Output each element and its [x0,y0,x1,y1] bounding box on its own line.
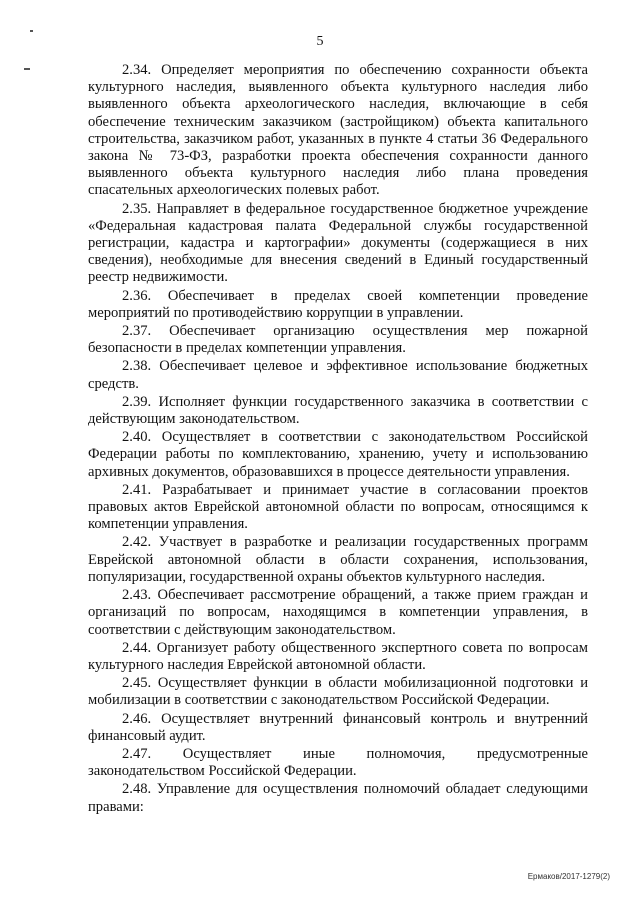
paragraph-2-35: 2.35. Направляет в федеральное государственное бюджетное учреждение «Федеральная кадастровая палата Федеральной службы государственной регистрации, кадастра и картографии» документы (содержащиеся в них сведения), необходимые для внесения сведений в Единый государственный реестр недвижимости. [88,200,588,286]
scan-mark [30,30,33,32]
paragraph-2-48: 2.48. Управление для осуществления полномочий обладает следующими правами: [88,781,588,815]
paragraph-2-44: 2.44. Организует работу общественного экспертного совета по вопросам культурного наследия Еврейской автономной области. [88,639,588,673]
paragraph-2-37: 2.37. Обеспечивает организацию осуществления мер пожарной безопасности в пределах компетенции управления. [88,323,588,357]
paragraph-2-46: 2.46. Осуществляет внутренний финансовый контроль и внутренний финансовый аудит. [88,710,588,744]
paragraph-2-43: 2.43. Обеспечивает рассмотрение обращений, а также прием граждан и организаций по вопросам, находящимся в компетенции управления, в соответствии с действующим законодательством. [88,587,588,638]
paragraph-2-47: 2.47. Осуществляет иные полномочия, предусмотренные законодательством Российской Федерации. [88,745,588,780]
document-registration-code: Ермаков/2017-1279(2) [527,872,610,881]
scan-mark [24,68,30,70]
paragraph-2-41: 2.41. Разрабатывает и принимает участие в согласовании проектов правовых актов Еврейской автономной области по вопросам, относящимся к компетенции управления. [88,481,588,533]
paragraph-2-36: 2.36. Обеспечивает в пределах своей компетенции проведение мероприятий по противодействию коррупции в управлении. [88,287,588,321]
paragraph-2-45: 2.45. Осуществляет функции в области мобилизационной подготовки и мобилизации в соответствии с законодательством Российской Федерации. [88,675,588,709]
document-body [88,62,588,817]
paragraph-2-39: 2.39. Исполняет функции государственного заказчика в соответствии с действующим законодательством. [88,393,588,428]
paragraph-2-42: 2.42. Участвует в разработке и реализации государственных программ Еврейской автономной области в области сохранения, использования, популяризации, государственной охраны объектов культурного наследия. [88,534,588,585]
page-number: 5 [316,34,324,49]
paragraph-2-40: 2.40. Осуществляет в соответствии с законодательством Российской Федерации работы по комплектованию, хранению, учету и использованию архивных документов, образовавшихся в процессе деятельности управления. [88,429,588,480]
paragraph-2-38: 2.38. Обеспечивает целевое и эффективное использование бюджетных средств. [88,358,588,392]
paragraph-2-34: 2.34. Определяет мероприятия по обеспечению сохранности объекта культурного наследия, выявленного объекта культурного наследия либо выявленного объекта археологического наследия, включающие в себя обеспечение техническим заказчиком (застройщиком) объекта капитального строительства, заказчиком работ, указанных в пункте 4 статьи 36 Федерального закона № 73-ФЗ, разработки проекта обеспечения сохранности данного выявленного объекта культурного наследия либо плана проведения спасательных археологических полевых работ. [88,62,588,199]
